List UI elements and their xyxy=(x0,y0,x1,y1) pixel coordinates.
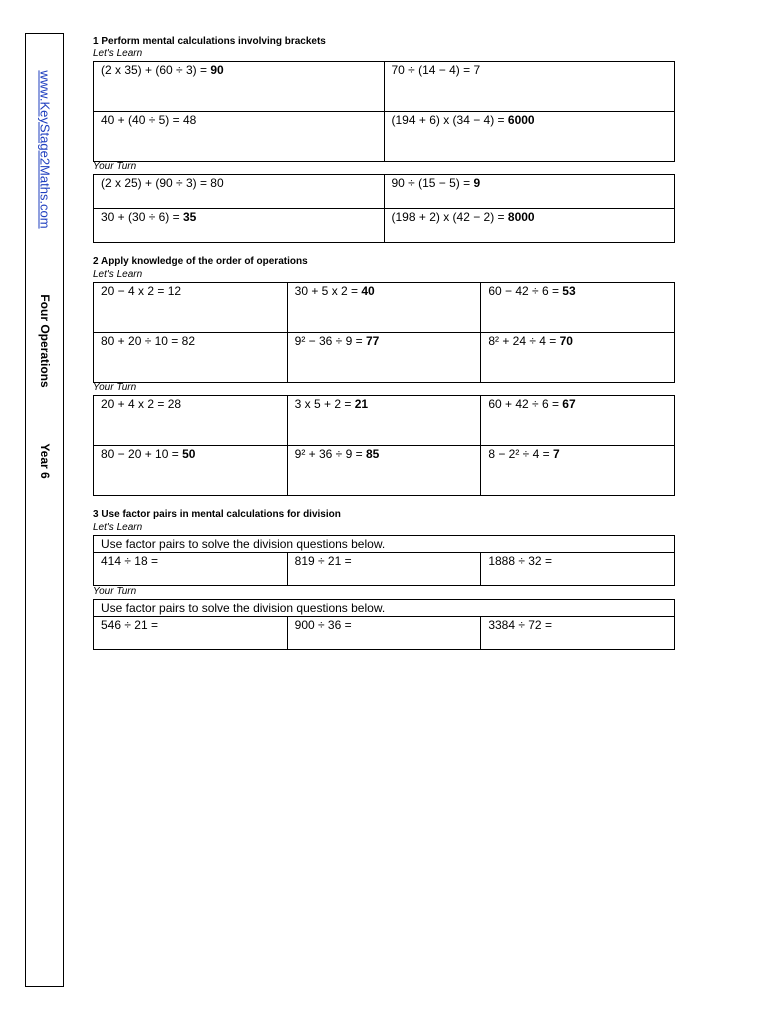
table-cell: 546 ÷ 21 = xyxy=(94,617,288,650)
table-cell: 30 + 5 x 2 = 40 xyxy=(287,283,481,333)
table-cell: 9² + 36 ÷ 9 = 85 xyxy=(287,446,481,496)
table-cell: 20 − 4 x 2 = 12 xyxy=(94,283,288,333)
section1-learn-table xyxy=(93,61,675,162)
table-cell: 414 ÷ 18 = xyxy=(94,553,288,586)
section1-turn-label: Your Turn xyxy=(93,161,137,172)
table-cell: (2 x 35) + (60 ÷ 3) = 90 xyxy=(94,62,385,112)
topic-label: Four Operations xyxy=(37,294,52,388)
section1-learn-label: Let's Learn xyxy=(93,48,143,59)
table-cell: 60 + 42 ÷ 6 = 67 xyxy=(481,396,675,446)
table-cell: (194 + 6) x (34 − 4) = 6000 xyxy=(384,112,675,162)
year-label: Year 6 xyxy=(37,443,52,479)
section2-learn-label: Let's Learn xyxy=(93,269,143,280)
table-cell: 70 ÷ (14 − 4) = 7 xyxy=(384,62,675,112)
table-cell: 8² + 24 ÷ 4 = 70 xyxy=(481,333,675,383)
section3-learn-label: Let's Learn xyxy=(93,522,143,533)
table-cell: 80 − 20 + 10 = 50 xyxy=(94,446,288,496)
section3-learn-table xyxy=(93,535,675,586)
table-cell: 9² − 36 ÷ 9 = 77 xyxy=(287,333,481,383)
table-cell: 60 − 42 ÷ 6 = 53 xyxy=(481,283,675,333)
section2-turn-table xyxy=(93,395,675,496)
table-cell: 30 + (30 ÷ 6) = 35 xyxy=(94,209,385,243)
table-cell: 90 ÷ (15 − 5) = 9 xyxy=(384,175,675,209)
section1-turn-table xyxy=(93,174,675,243)
instruction-cell: Use factor pairs to solve the division questions below. xyxy=(94,600,675,617)
table-cell: (2 x 25) + (90 ÷ 3) = 80 xyxy=(94,175,385,209)
instruction-cell: Use factor pairs to solve the division questions below. xyxy=(94,536,675,553)
table-cell: 8 − 2² ÷ 4 = 7 xyxy=(481,446,675,496)
table-cell: 900 ÷ 36 = xyxy=(287,617,481,650)
section2-turn-label: Your Turn xyxy=(93,382,137,393)
table-cell: 20 + 4 x 2 = 28 xyxy=(94,396,288,446)
section3-turn-label: Your Turn xyxy=(93,586,137,597)
table-cell: 40 + (40 ÷ 5) = 48 xyxy=(94,112,385,162)
section3-title: 3 Use factor pairs in mental calculations for division xyxy=(93,509,341,520)
table-cell: 1888 ÷ 32 = xyxy=(481,553,675,586)
section3-turn-table xyxy=(93,599,675,650)
table-cell: 80 + 20 ÷ 10 = 82 xyxy=(94,333,288,383)
table-cell: 3 x 5 + 2 = 21 xyxy=(287,396,481,446)
section2-learn-table xyxy=(93,282,675,383)
sidebar xyxy=(25,33,64,987)
section1-title: 1 Perform mental calculations involving brackets xyxy=(93,36,326,47)
table-cell: 819 ÷ 21 = xyxy=(287,553,481,586)
table-cell: (198 + 2) x (42 − 2) = 8000 xyxy=(384,209,675,243)
table-cell: 3384 ÷ 72 = xyxy=(481,617,675,650)
section2-title: 2 Apply knowledge of the order of operations xyxy=(93,256,308,267)
website-link[interactable]: www.KeyStage2Maths.com xyxy=(37,70,52,229)
